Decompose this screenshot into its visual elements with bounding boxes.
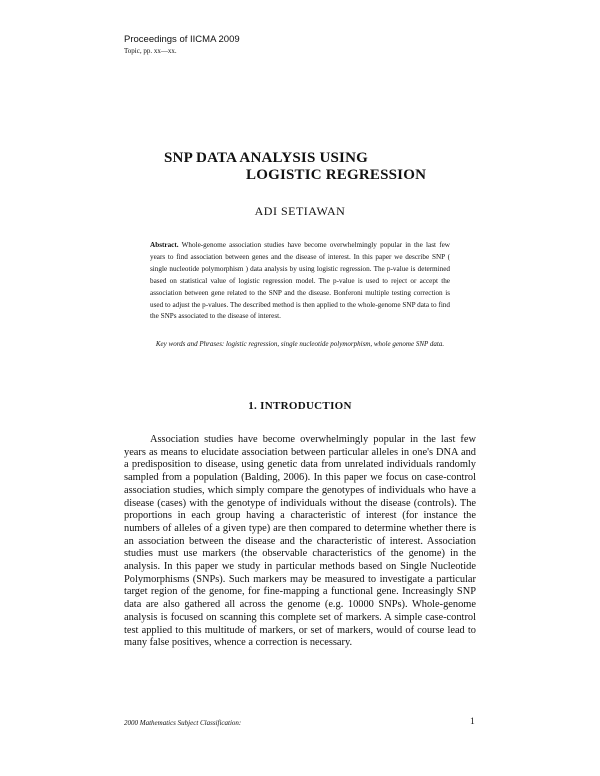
keywords-line: Key words and Phrases: logistic regression, single nucleotide polymorphism, whole genome SNP data. bbox=[155, 340, 445, 348]
section-heading-introduction: 1. INTRODUCTION bbox=[248, 400, 352, 412]
paper-title-line-2: LOGISTIC REGRESSION bbox=[246, 167, 427, 183]
paper-title-line-1: SNP DATA ANALYSIS USING bbox=[164, 150, 368, 166]
page-number: 1 bbox=[470, 717, 475, 727]
proceedings-header: Proceedings of IICMA 2009 bbox=[124, 34, 240, 45]
msc-footnote: 2000 Mathematics Subject Classification: bbox=[124, 719, 242, 727]
topic-pages-line: Topic, pp. xx––xx. bbox=[124, 47, 177, 55]
abstract-block bbox=[150, 240, 450, 323]
author-name: ADI SETIAWAN bbox=[254, 204, 346, 218]
abstract-label: Abstract. bbox=[150, 241, 179, 249]
abstract-text: Whole-genome association studies have become overwhelmingly popular in the last few years to find association between genes and the disease of interest. In this paper we describe SNP ( single nucleotide polymorphism ) data analysis by using logistic regression. The p-value is determined based on statistical value of logistic regression model. The p-value is used to reject or accept the association between gene related to the SNP and the disease. Bonferoni multiple testing correction is used to adjust the p-values. The described method is then applied to the whole-genome SNP data to find the SNPs associated to the disease of interest. bbox=[150, 241, 450, 321]
introduction-paragraph: Association studies have become overwhelmingly popular in the last few years as means to elucidate association between particular alleles in one's DNA and a predisposition to disease, using genetic data from unrelated individuals randomly sampled from a population (Balding, 2006). In this paper we focus on case-control association studies, which simply compare the genotypes of individuals who have a disease (cases) with the genotype of individuals without the disease (controls). The proportions in each group having a characteristic of interest (for instance the numbers of alleles of a given type) are then compared to determine whether there is an association between the disease and the characteristic of interest. Association studies must use markers (the observable characteristics of the genome) in the analysis. In this paper we study in particular methods based on Single Nucleotide Polymorphisms (SNPs). Such markers may be measured to investigate a particular target region of the genome, for fine-mapping a functional gene. Increasingly SNP data are also gathered all across the genome (e.g. 10000 SNPs). Whole-genome analysis is focused on scanning this complete set of markers. A simple case-control test applied to this multitude of markers, or set of markers, would of course lead to many false positives, whence a correction is necessary. bbox=[124, 434, 476, 649]
